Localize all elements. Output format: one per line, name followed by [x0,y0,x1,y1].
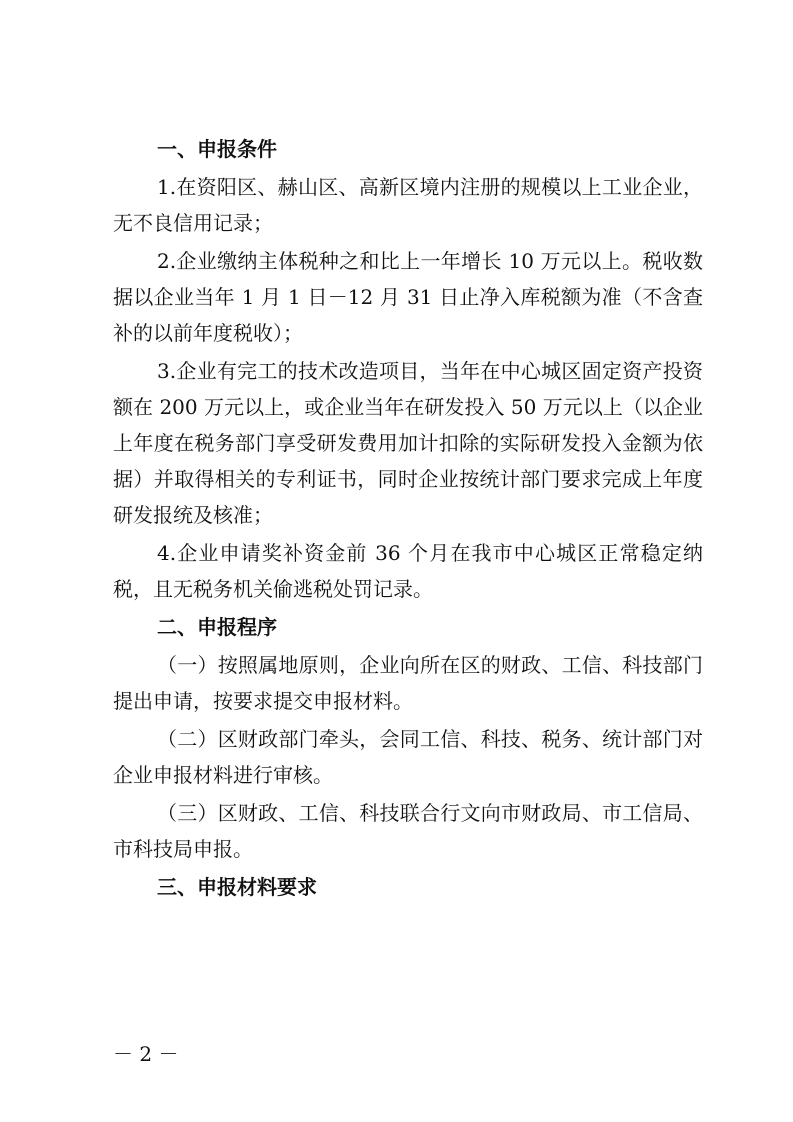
section-heading-materials: 三、申报材料要求 [157,875,317,899]
procedure-paragraph-1: （一）按照属地原则，企业向所在区的财政、工信、科技部门提出申请，按要求提交申报材料。 [113,653,703,713]
condition-paragraph-1: 1.在资阳区、赫山区、高新区境内注册的规模以上工业企业，无不良信用记录； [113,175,703,235]
section-heading-procedure: 二、申报程序 [157,615,277,639]
section-heading-conditions: 一、申报条件 [157,137,277,161]
condition-paragraph-3: 3.企业有完工的技术改造项目，当年在中心城区固定资产投资额在 200 万元以上，或企业当年在研发投入 50 万元以上（以企业上年度在税务部门享受研发费用加计扣除的实际研发投入金额为依据）并取得相关的专利证书，同时企业按统计部门要求完成上年度研发报统及核准； [113,359,703,527]
procedure-paragraph-2: （二）区财政部门牵头，会同工信、科技、税务、统计部门对企业申报材料进行审核。 [113,727,703,787]
document-body [113,131,703,905]
condition-paragraph-4: 4.企业申请奖补资金前 36 个月在我市中心城区正常稳定纳税，且无税务机关偷逃税处罚记录。 [113,541,703,601]
page-number: － 2 － [113,1042,179,1066]
procedure-paragraph-3: （三）区财政、工信、科技联合行文向市财政局、市工信局、市科技局申报。 [113,801,703,861]
condition-paragraph-2: 2.企业缴纳主体税种之和比上一年增长 10 万元以上。税收数据以企业当年 1 月 1 日－12 月 31 日止净入库税额为准（不含查补的以前年度税收）； [113,249,703,345]
